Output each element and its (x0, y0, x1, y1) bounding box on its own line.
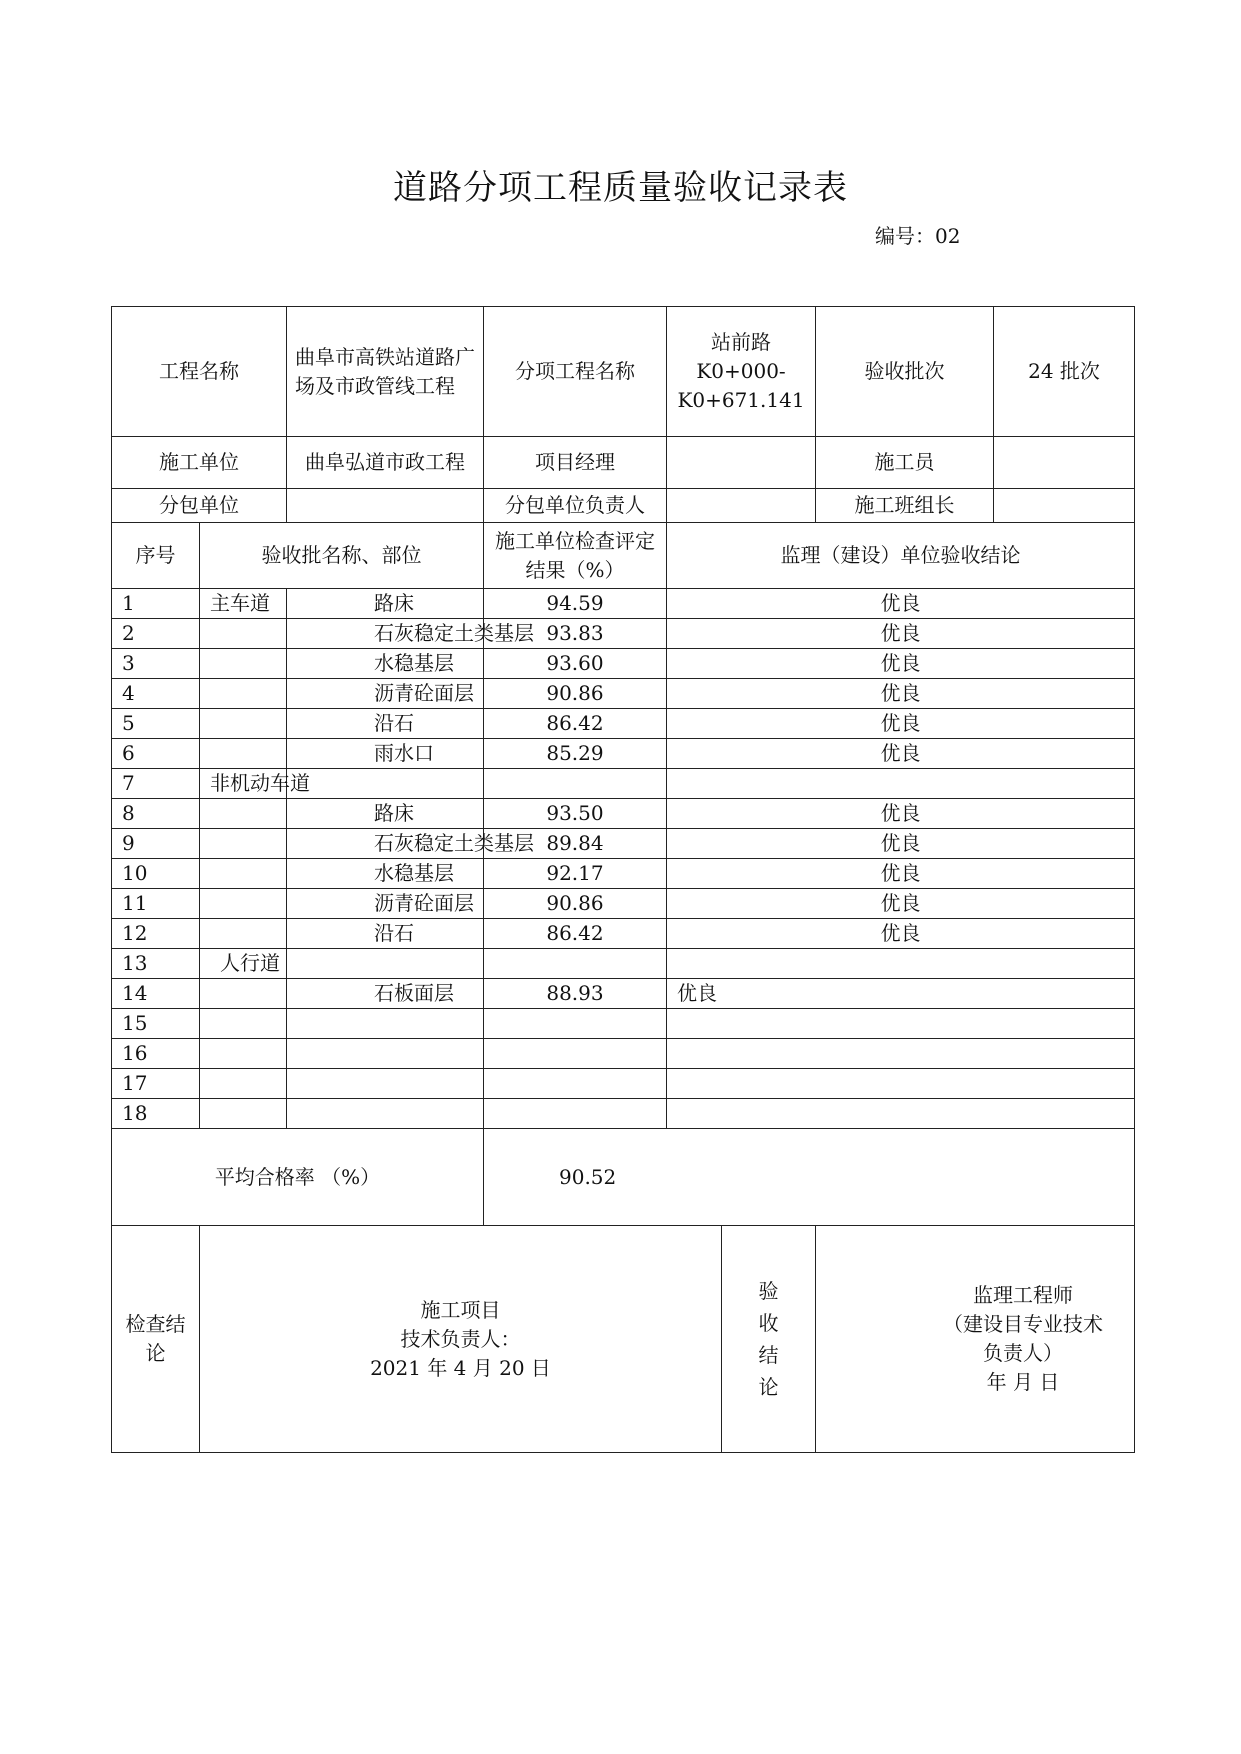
row-no: 3 (112, 649, 200, 679)
row-item (287, 769, 484, 799)
average-value: 90.52 (484, 1129, 1135, 1226)
row-item: 沿石 (287, 709, 484, 739)
table-row (112, 859, 1135, 889)
row-group (200, 739, 287, 769)
inspection-line1: 施工项目 (420, 1297, 501, 1322)
col-no-header: 序号 (112, 523, 200, 589)
row-group (200, 1039, 287, 1069)
header-row-project (112, 307, 1135, 437)
row-result: 优良 (667, 589, 1135, 619)
row-group: 非机动车道 (200, 769, 287, 799)
row-score: 86.42 (484, 919, 667, 949)
row-result (667, 769, 1135, 799)
row-result: 优良 (667, 919, 1135, 949)
col-conclusion-header: 监理（建设）单位验收结论 (667, 523, 1135, 589)
record-rows (112, 589, 1135, 1129)
sub-lead-value (667, 489, 816, 523)
row-score (484, 1069, 667, 1099)
row-result: 优良 (667, 679, 1135, 709)
document-title: 道路分项工程质量验收记录表 (393, 168, 848, 208)
row-group (200, 829, 287, 859)
row-no: 6 (112, 739, 200, 769)
row-group (200, 859, 287, 889)
row-score: 86.42 (484, 709, 667, 739)
row-score: 89.84 (484, 829, 667, 859)
acceptance-conclusion-label (722, 1226, 816, 1453)
row-item: 路床 (287, 589, 484, 619)
inspection-conclusion-label (112, 1226, 200, 1453)
row-score (484, 1039, 667, 1069)
subitem-name-value: 站前路K0+000-K0+671.141 (667, 307, 816, 437)
row-score: 93.50 (484, 799, 667, 829)
acceptance-record-table (111, 306, 1135, 1453)
worker-value (994, 437, 1135, 489)
subcontractor-value (287, 489, 484, 523)
col-name-header: 验收批名称、部位 (200, 523, 484, 589)
table-row (112, 589, 1135, 619)
row-result (667, 1099, 1135, 1129)
batch-label: 验收批次 (816, 307, 994, 437)
table-row (112, 1039, 1135, 1069)
row-no: 10 (112, 859, 200, 889)
row-no: 11 (112, 889, 200, 919)
row-no: 4 (112, 679, 200, 709)
table-row (112, 619, 1135, 649)
row-item: 石板面层 (287, 979, 484, 1009)
row-no: 1 (112, 589, 200, 619)
column-header-row (112, 523, 1135, 589)
acceptance-signature (816, 1226, 1135, 1453)
row-result (667, 1039, 1135, 1069)
row-no: 7 (112, 769, 200, 799)
table-row (112, 799, 1135, 829)
row-score: 85.29 (484, 739, 667, 769)
conclusion-row (112, 1226, 1135, 1453)
table-row (112, 829, 1135, 859)
row-item: 沥青砼面层 (287, 889, 484, 919)
row-score: 90.86 (484, 679, 667, 709)
header-row-subcontractor (112, 489, 1135, 523)
row-group (200, 619, 287, 649)
inspection-line2: 技术负责人： (400, 1326, 521, 1351)
row-result: 优良 (667, 619, 1135, 649)
row-score: 93.83 (484, 619, 667, 649)
row-no: 14 (112, 979, 200, 1009)
document-number-label: 编号： (875, 224, 935, 248)
table-row (112, 949, 1135, 979)
row-group (200, 799, 287, 829)
row-result: 优良 (667, 859, 1135, 889)
row-no: 2 (112, 619, 200, 649)
table-row (112, 769, 1135, 799)
row-no: 17 (112, 1069, 200, 1099)
row-score (484, 1099, 667, 1129)
row-result: 优良 (667, 829, 1135, 859)
team-lead-label: 施工班组长 (816, 489, 994, 523)
project-name-label: 工程名称 (112, 307, 287, 437)
row-result: 优良 (667, 739, 1135, 769)
worker-label: 施工员 (816, 437, 994, 489)
row-score: 92.17 (484, 859, 667, 889)
row-no: 12 (112, 919, 200, 949)
row-group (200, 709, 287, 739)
acceptance-line2: （建设目专业技术负责人） (943, 1312, 1104, 1365)
row-item: 水稳基层 (287, 859, 484, 889)
row-no: 13 (112, 949, 200, 979)
project-manager-label: 项目经理 (484, 437, 667, 489)
row-score (484, 769, 667, 799)
table-row (112, 679, 1135, 709)
contractor-value: 曲阜弘道市政工程 (287, 437, 484, 489)
row-score: 94.59 (484, 589, 667, 619)
row-result (667, 949, 1135, 979)
row-score (484, 1009, 667, 1039)
row-item: 石灰稳定土类基层 (287, 619, 484, 649)
inspection-signature (200, 1226, 722, 1453)
team-lead-value (994, 489, 1135, 523)
row-no: 9 (112, 829, 200, 859)
row-group (200, 1009, 287, 1039)
row-group: 人行道 (200, 949, 287, 979)
row-result: 优良 (667, 979, 1135, 1009)
batch-value: 24 批次 (994, 307, 1135, 437)
project-name-value (287, 307, 484, 437)
average-row (112, 1129, 1135, 1226)
row-group (200, 919, 287, 949)
table-row (112, 1099, 1135, 1129)
row-score: 93.60 (484, 649, 667, 679)
row-group (200, 1069, 287, 1099)
table-row (112, 739, 1135, 769)
table-row (112, 1009, 1135, 1039)
inspection-date: 2021 年 4 月 20 日 (370, 1355, 551, 1380)
row-item (287, 949, 484, 979)
row-item: 沿石 (287, 919, 484, 949)
row-item: 沥青砼面层 (287, 679, 484, 709)
row-result (667, 1009, 1135, 1039)
row-result: 优良 (667, 799, 1135, 829)
acceptance-line1: 监理工程师 (973, 1283, 1074, 1307)
row-no: 5 (112, 709, 200, 739)
row-result: 优良 (667, 649, 1135, 679)
col-score-header: 施工单位检查评定结果（%） (484, 523, 667, 589)
row-item: 水稳基层 (287, 649, 484, 679)
row-no: 15 (112, 1009, 200, 1039)
document-number (875, 220, 960, 249)
header-row-contractor (112, 437, 1135, 489)
project-name-value-text: 曲阜市高铁站道路广场及市政管线工程 (295, 344, 475, 398)
row-group: 主车道 (200, 589, 287, 619)
average-label: 平均合格率 （%） (112, 1129, 484, 1226)
row-item (287, 1039, 484, 1069)
project-manager-value (667, 437, 816, 489)
table-row (112, 889, 1135, 919)
table-row (112, 649, 1135, 679)
row-item: 路床 (287, 799, 484, 829)
inspection-conclusion-label-text: 检查结论 (125, 1312, 186, 1365)
row-no: 8 (112, 799, 200, 829)
row-group (200, 889, 287, 919)
document-number-value: 02 (935, 224, 961, 248)
row-no: 16 (112, 1039, 200, 1069)
row-score: 88.93 (484, 979, 667, 1009)
row-item (287, 1069, 484, 1099)
table-row (112, 1069, 1135, 1099)
row-no: 18 (112, 1099, 200, 1129)
contractor-label: 施工单位 (112, 437, 287, 489)
acceptance-date: 年 月 日 (986, 1370, 1060, 1394)
row-item: 石灰稳定土类基层 (287, 829, 484, 859)
acceptance-conclusion-label-text: 验收结论 (758, 1279, 779, 1399)
row-item (287, 1009, 484, 1039)
table-row (112, 979, 1135, 1009)
subitem-name-label: 分项工程名称 (484, 307, 667, 437)
subcontractor-label: 分包单位 (112, 489, 287, 523)
row-result (667, 1069, 1135, 1099)
row-group (200, 979, 287, 1009)
row-score: 90.86 (484, 889, 667, 919)
table-row (112, 709, 1135, 739)
row-item: 雨水口 (287, 739, 484, 769)
table-row (112, 919, 1135, 949)
row-result: 优良 (667, 709, 1135, 739)
sub-lead-label: 分包单位负责人 (484, 489, 667, 523)
row-item (287, 1099, 484, 1129)
row-group (200, 679, 287, 709)
row-result: 优良 (667, 889, 1135, 919)
row-group (200, 1099, 287, 1129)
row-score (484, 949, 667, 979)
row-group (200, 649, 287, 679)
